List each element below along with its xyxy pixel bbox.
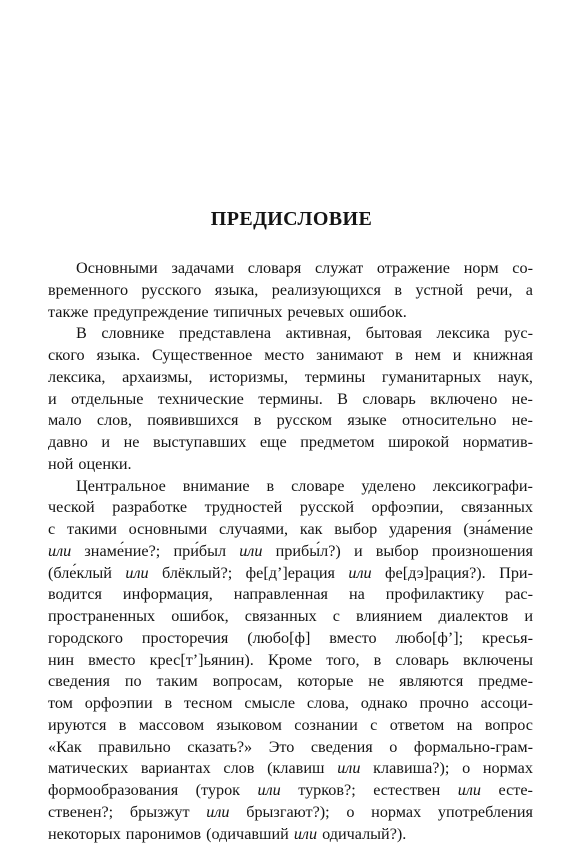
text-line: и отдельные технические термины. В словарь включено не- xyxy=(48,389,533,408)
text-line: ной оценки. xyxy=(48,454,132,473)
text-line: давно и не выступавших еще предметом широкой норматив- xyxy=(48,433,533,451)
text-line: «Как правильно сказать?» Это сведения о формально-грам- xyxy=(48,737,533,756)
text-line: пространенных ошибок, связанных с влиянием диалектов и xyxy=(48,607,533,625)
text-line: Основными задачами словаря служат отражение норм со- xyxy=(76,259,533,277)
text-line: городского просторечия (любо[ф] вместо любо[фʼ]; кресья- xyxy=(48,628,533,647)
text-line: мало слов, появившихся в русском языке относительно не- xyxy=(48,411,533,430)
text-line: ственен?; брызжут или брызгают?); о нормах употребления xyxy=(48,802,533,821)
text-line: водится информация, направленная на профилактику рас- xyxy=(48,585,533,604)
text-line: В словнике представлена активная, бытовая лексика рус- xyxy=(76,324,533,343)
text-line: нин вместо крес[тʼ]ьянин). Кроме того, в словарь включены xyxy=(48,650,533,669)
text-line: некоторых паронимов (одичавший или одичалый?). xyxy=(48,824,407,843)
text-line: формообразования (турок или турков?; естествен или есте- xyxy=(48,781,533,799)
text-line: Центральное внимание в словаре уделено лексикографи- xyxy=(76,476,533,495)
text-line: ируются в массовом языковом сознании с ответом на вопрос xyxy=(48,715,533,734)
text-line: временного русского языка, реализующихся в устной речи, а xyxy=(48,280,533,299)
text-line: лексика, архаизмы, историзмы, термины гуманитарных наук, xyxy=(48,367,533,386)
page-title: ПРЕДИСЛОВИЕ xyxy=(210,208,373,230)
text-line: ческой разработке трудностей русской орфоэпии, связанных xyxy=(48,498,533,517)
text-line: матических вариантах слов (клавиш или клавиша?); о нормах xyxy=(48,759,533,778)
text-line: том орфоэпии в тесном смысле слова, однако прочно ассоци- xyxy=(48,694,533,712)
text-line: (бле́клый или блёклый?; фе[дʼ]ерация или фе[дэ]рация?). При- xyxy=(48,563,533,582)
text-line: ского языка. Существенное место занимают в нем и книжная xyxy=(48,346,533,364)
text-line: сведения по таким вопросам, которые не являются предме- xyxy=(48,672,533,691)
text-line: или знаме́ние?; при́был или прибы́л?) и выбор произношения xyxy=(48,541,533,560)
text-line: также предупреждение типичных речевых ошибок. xyxy=(48,302,407,321)
text-line: с такими основными случаями, как выбор ударения (зна́мение xyxy=(48,520,533,538)
